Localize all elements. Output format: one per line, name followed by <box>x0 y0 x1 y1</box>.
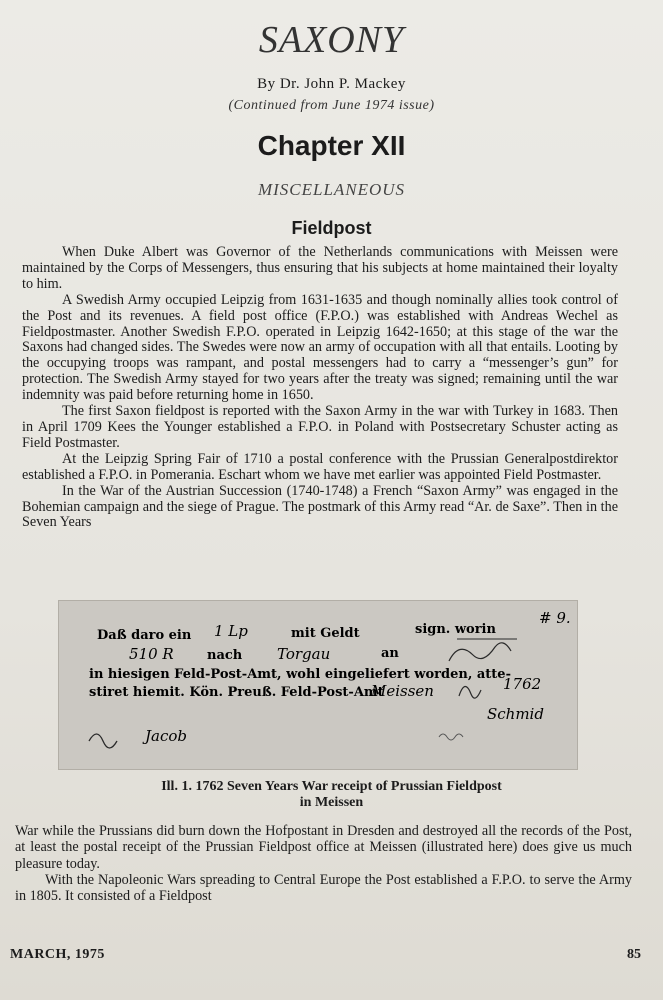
caption-line: Ill. 1. 1762 Seven Years War receipt of Prussian Fieldpost <box>161 779 502 794</box>
receipt-print-line1a: Daß daro ein <box>97 628 192 643</box>
receipt-hand-sum: 510 R <box>129 645 174 663</box>
body-text-bottom <box>15 823 632 904</box>
receipt-illustration <box>58 600 578 770</box>
receipt-print-line1b: mit Geldt <box>291 626 360 641</box>
paragraph: War while the Prussians did burn down the Hofpostant in Dresden and destroyed all the records of the Post, at least the postal receipt of the Prussian Fieldpost office at Meissen (illustrated here) does give us much pleasure today. <box>15 823 632 872</box>
chapter-heading: Chapter XII <box>257 130 406 161</box>
paragraph: With the Napoleonic Wars spreading to Central Europe the Post established a F.P.O. to serve the Army in 1805. It consisted of a Fieldpost <box>15 871 632 905</box>
receipt-hand-signature: Schmid <box>487 705 544 723</box>
receipt-hand-amount: 1 Lp <box>214 622 248 640</box>
receipt-print-line2b: an <box>381 646 399 661</box>
paragraph: A Swedish Army occupied Leipzig from 1631-1635 and though nominally allies took control of the Post and its revenues. A field post office (F.P.O.) was established with Andreas Wechel as Fieldpostmaster. Another Swedish F.P.O. operated in Leipzig 1642-1650; at this stage of the war the Saxons had changed sides. The Swedes were now an army of occupation with all that entails. Looting by the occupying troops was rampant, and postal messengers had to carry a “messenger’s gun” for protection. The Swedish Army stayed for two years after the treaty was signed; remaining until the war indemnity was paid before returning home in 1650. <box>22 291 618 404</box>
section-heading: Fieldpost <box>291 218 372 238</box>
continued-note: (Continued from June 1974 issue) <box>228 98 435 113</box>
receipt-print-line2a: nach <box>207 648 243 663</box>
paragraph: At the Leipzig Spring Fair of 1710 a postal conference with the Prussian Generalpostdirektor established a F.P.O. in Pomerania. Eschart whom we have met earlier was appointed Field Postmaster. <box>22 450 618 483</box>
receipt-print-line3: in hiesigen Feld-Post-Amt, wohl eingeliefert worden, atte- <box>89 667 511 682</box>
receipt-image <box>59 601 577 769</box>
receipt-hand-place: Meissen <box>371 682 434 700</box>
paragraph: When Duke Albert was Governor of the Netherlands communications with Meissen were maintained by the Corps of Messengers, thus ensuring that his subjects at home maintained their loyalty to him. <box>22 244 618 292</box>
page-number: 85 <box>627 947 641 962</box>
figure-caption <box>0 779 663 811</box>
body-text-top <box>22 245 618 531</box>
author-byline: By Dr. John P. Mackey <box>257 76 406 92</box>
chapter-subtitle: MISCELLANEOUS <box>257 180 406 199</box>
paragraph: In the War of the Austrian Succession (1740-1748) a French “Saxon Army” was engaged in the Bohemian campaign and the siege of Prague. The postmark of this Army read “Ar. de Saxe”. Then in the Seven Years <box>22 482 618 531</box>
receipt-hand-number: # 9. <box>539 609 571 627</box>
receipt-print-line1c: sign. worin <box>415 622 496 637</box>
receipt-hand-name: Jacob <box>145 727 187 745</box>
paragraph: The first Saxon fieldpost is reported with the Saxon Army in the war with Turkey in 1683. Then in April 1709 Kees the Younger established a F.P.O. in Poland with Postsecretary Schuster acting as Field Postmaster. <box>22 403 618 451</box>
caption-line: in Meissen <box>299 795 364 810</box>
receipt-hand-destination: Torgau <box>277 645 331 663</box>
article-title: SAXONY <box>258 19 405 61</box>
receipt-hand-year: 1762 <box>503 675 542 693</box>
issue-date: MARCH, 1975 <box>10 947 105 962</box>
receipt-print-line4: stiret hiemit. Kön. Preuß. Feld-Post-Amt <box>89 685 384 700</box>
